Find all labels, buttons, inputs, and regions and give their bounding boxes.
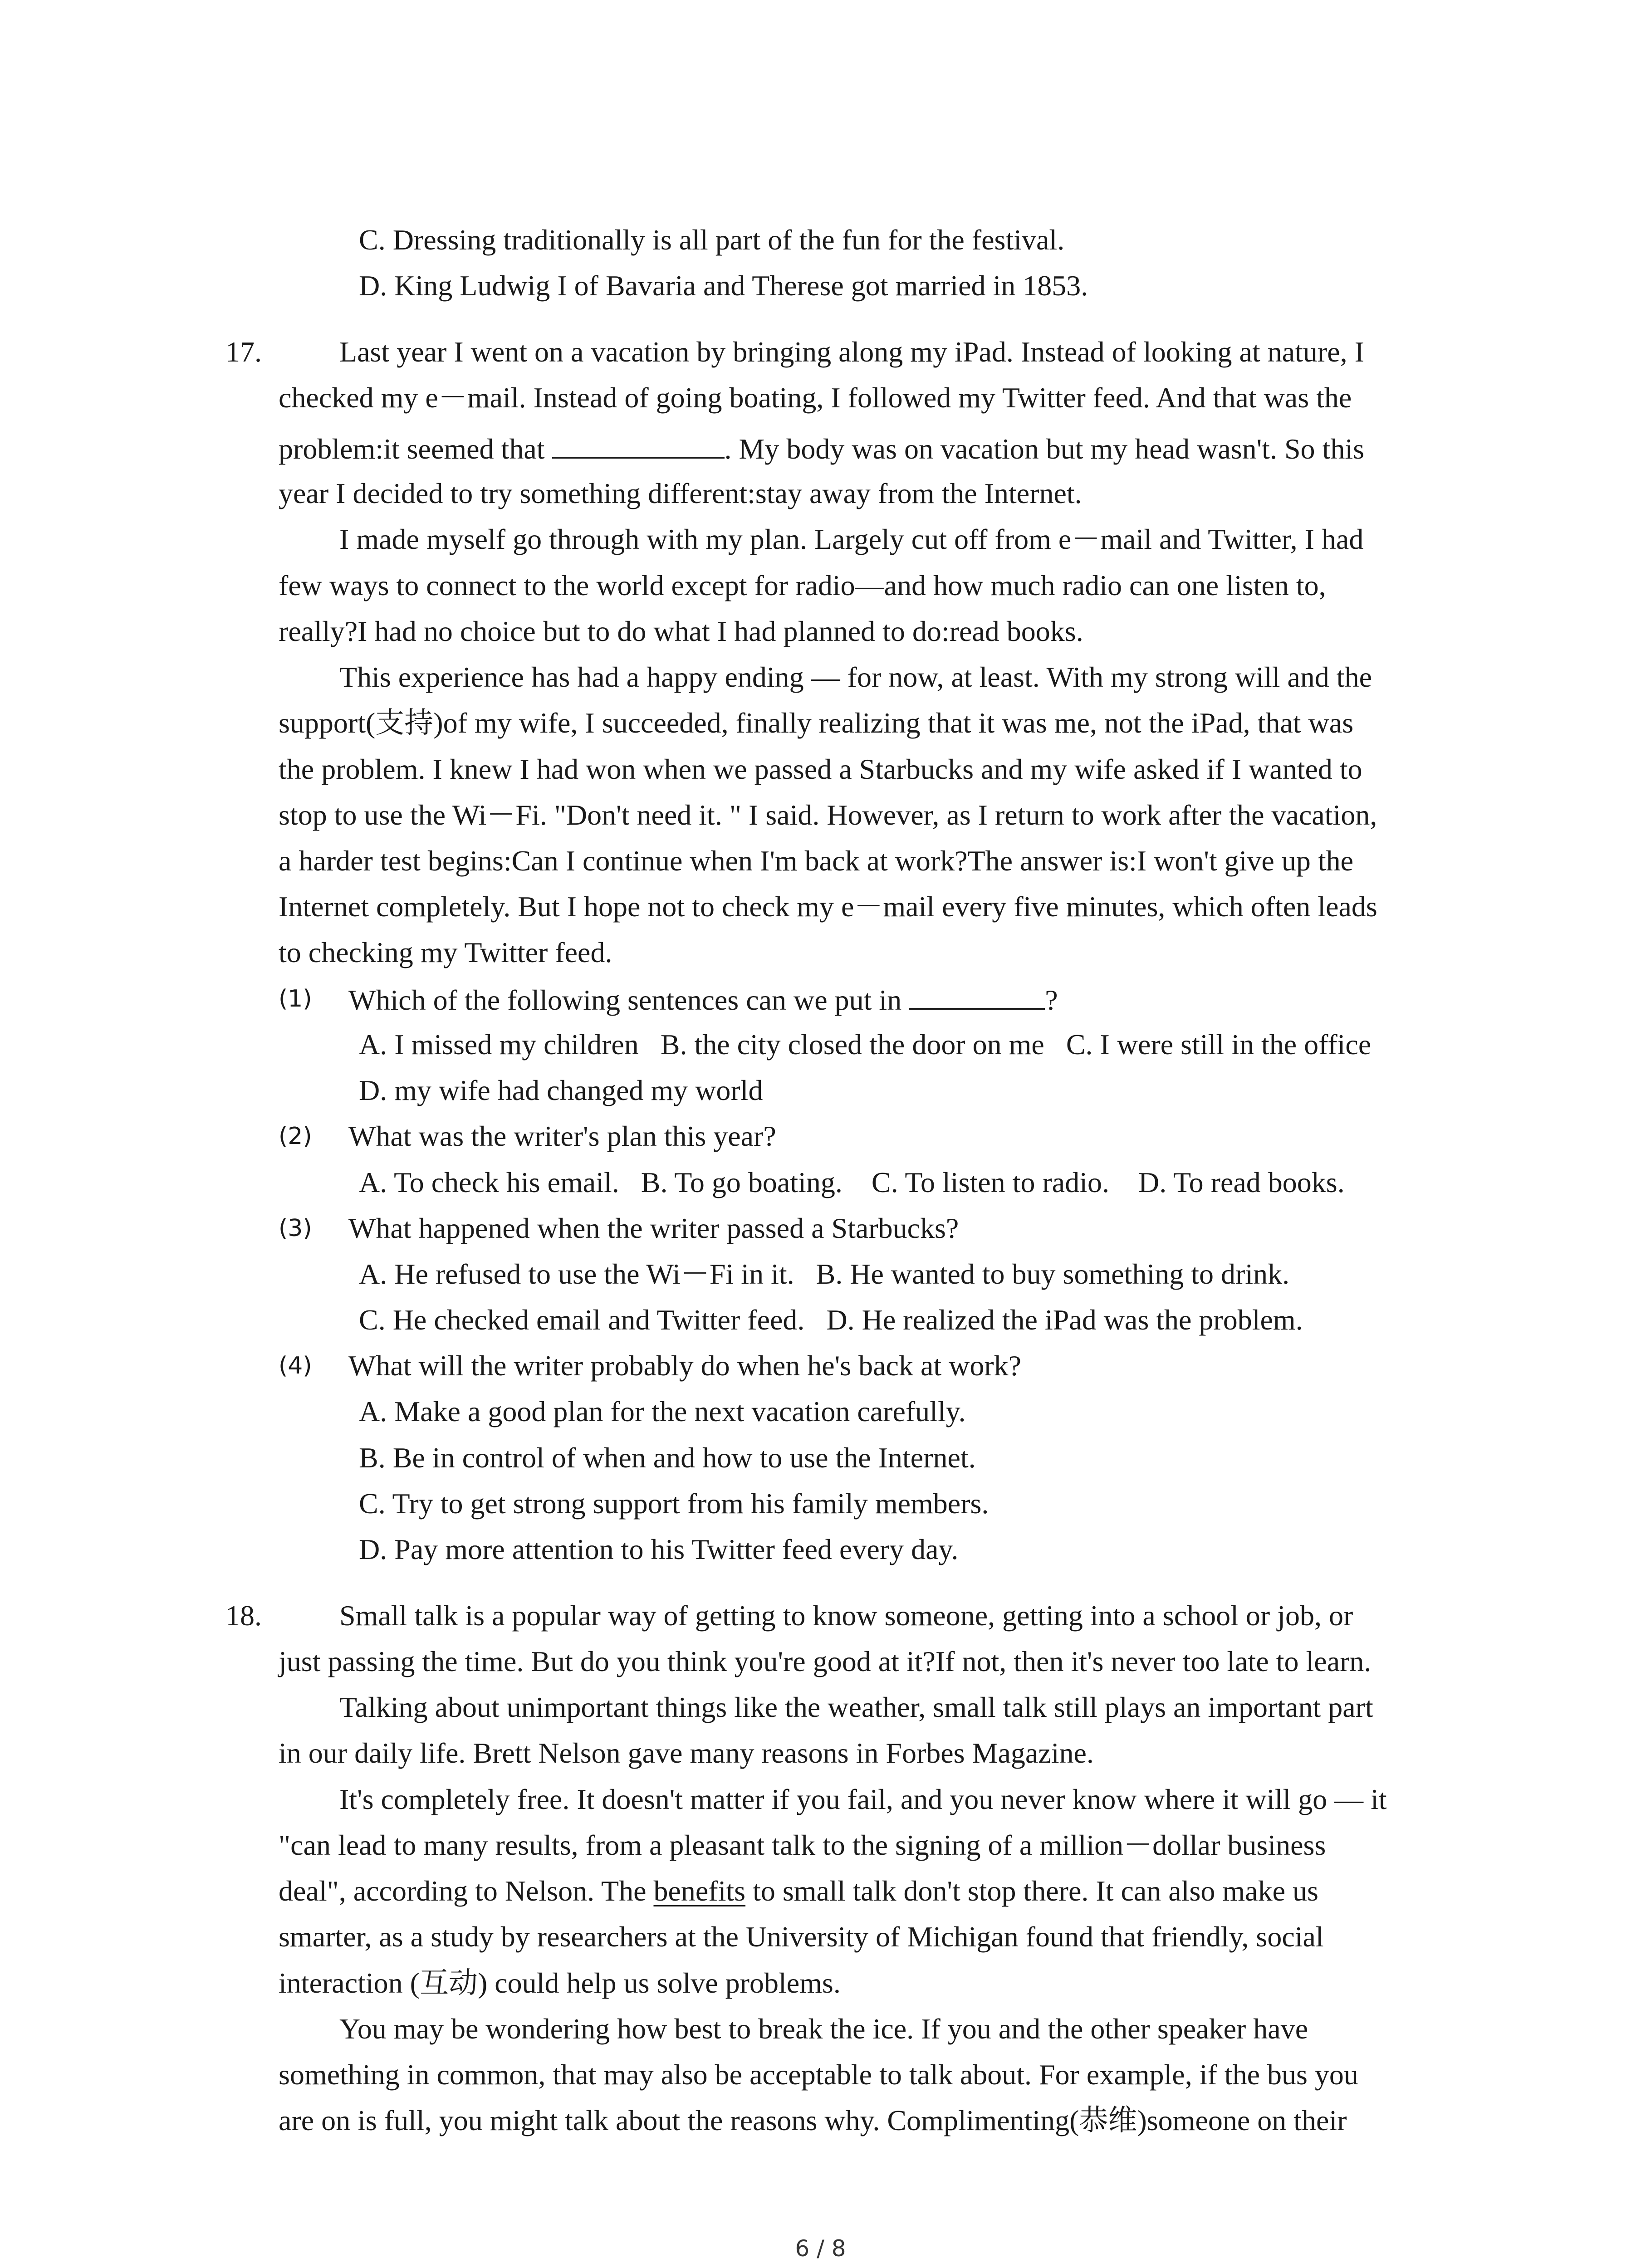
q18-passage-line [279,1877,1318,1906]
q18-passage-line: in our daily life. Brett Nelson gave many reasons in Forbes Magazine. [279,1737,1094,1769]
q17-sub1-question-text: Which of the following sentences can we put in [348,984,909,1016]
q17-sub2-question: What was the writer's plan this year? [348,1120,776,1152]
q17-passage-line: Last year I went on a vacation by bringing along my iPad. Instead of looking at nature, I [339,336,1364,368]
q18-underlined-word: benefits [653,1875,746,1907]
q17-sub1-label: (1) [279,985,312,1012]
q18-passage-line: Talking about unimportant things like the weather, small talk still plays an important part [339,1691,1373,1723]
q17-sub1-blank [909,984,1045,1010]
q17-sub1-question [348,984,1058,1015]
q17-sub4-label: (4) [279,1352,312,1379]
q18-passage-line: are on is full, you might talk about the reasons why. Complimenting(恭维)someone on their [279,2104,1347,2136]
q17-passage-line: Internet completely. But I hope not to check my e－mail every five minutes, which often leads [279,890,1377,923]
q18-passage-line: smarter, as a study by researchers at the University of Michigan found that friendly, social [279,1921,1324,1953]
q17-answer-blank [552,433,725,459]
q18-passage-line: "can lead to many results, from a pleasant talk to the signing of a million－dollar business [279,1829,1326,1861]
q17-passage-line: to checking my Twitter feed. [279,936,612,968]
q17-sub3-options: C. He checked email and Twitter feed. D. He realized the iPad was the problem. [359,1304,1303,1336]
q17-sub1-options: D. my wife had changed my world [359,1074,763,1106]
q17-sub3-question: What happened when the writer passed a Starbucks? [348,1212,959,1244]
q17-passage-line: I made myself go through with my plan. Largely cut off from e－mail and Twitter, I had [339,523,1364,555]
q17-sub4-option-c: C. Try to get strong support from his family members. [359,1487,989,1520]
q17-passage-line: the problem. I knew I had won when we passed a Starbucks and my wife asked if I wanted to [279,753,1362,785]
q17-sub4-question: What will the writer probably do when he's back at work? [348,1349,1022,1382]
q17-passage-line: few ways to connect to the world except for radio—and how much radio can one listen to, [279,569,1326,601]
q18-passage-line: something in common, that may also be acceptable to talk about. For example, if the bus you [279,2058,1358,2091]
q17-passage-text: . My body was on vacation but my head wasn't. So this [724,433,1364,465]
q17-passage-line: checked my e－mail. Instead of going boating, I followed my Twitter feed. And that was the [279,381,1352,414]
q18-passage-line: Small talk is a popular way of getting to know someone, getting into a school or job, or [339,1599,1353,1632]
q18-passage-line: It's completely free. It doesn't matter if you fail, and you never know where it will go — it [339,1783,1387,1815]
q17-sub2-label: (2) [279,1123,312,1150]
q17-passage-line: This experience has had a happy ending — for now, at least. With my strong will and the [339,661,1372,693]
q17-passage-line: a harder test begins:Can I continue when I'm back at work?The answer is:I won't give up the [279,845,1353,877]
page-number: 6 / 8 [795,2235,846,2262]
q17-sub4-option-b: B. Be in control of when and how to use the Internet. [359,1442,976,1474]
q17-passage-line [279,433,1364,464]
q17-passage-text: problem:it seemed that [279,433,552,465]
q18-passage-line: interaction (互动) could help us solve problems. [279,1967,841,1999]
q17-sub1-question-end: ? [1045,984,1058,1016]
q17-sub1-options: A. I missed my children B. the city closed the door on me C. I were still in the office [359,1028,1372,1061]
q18-passage-line: You may be wondering how best to break the ice. If you and the other speaker have [339,2013,1308,2045]
q17-sub4-option-d: D. Pay more attention to his Twitter feed every day. [359,1533,959,1565]
q16-option-d: D. King Ludwig I of Bavaria and Therese got married in 1853. [359,269,1088,302]
q17-passage-line: stop to use the Wi－Fi. "Don't need it. " I said. However, as I return to work after the vacation, [279,799,1377,831]
q18-number: 18. [225,1599,262,1632]
q18-passage-text: deal", according to Nelson. The [279,1875,654,1907]
q18-passage-text: to small talk don't stop there. It can also make us [745,1875,1318,1907]
q17-sub3-options: A. He refused to use the Wi－Fi in it. B. He wanted to buy something to drink. [359,1258,1290,1290]
q18-passage-line: just passing the time. But do you think you're good at it?If not, then it's never too late to learn. [279,1645,1372,1677]
q17-sub2-options: A. To check his email. B. To go boating. C. To listen to radio. D. To read books. [359,1166,1345,1198]
q17-sub3-label: (3) [279,1215,312,1242]
q17-sub4-option-a: A. Make a good plan for the next vacation carefully. [359,1395,966,1427]
q17-passage-line: really?I had no choice but to do what I had planned to do:read books. [279,615,1083,647]
q17-passage-line: year I decided to try something different:stay away from the Internet. [279,477,1082,509]
q17-number: 17. [225,336,262,368]
q16-option-c: C. Dressing traditionally is all part of the fun for the festival. [359,224,1065,256]
q17-passage-line: support(支持)of my wife, I succeeded, finally realizing that it was me, not the iPad, that was [279,707,1354,739]
